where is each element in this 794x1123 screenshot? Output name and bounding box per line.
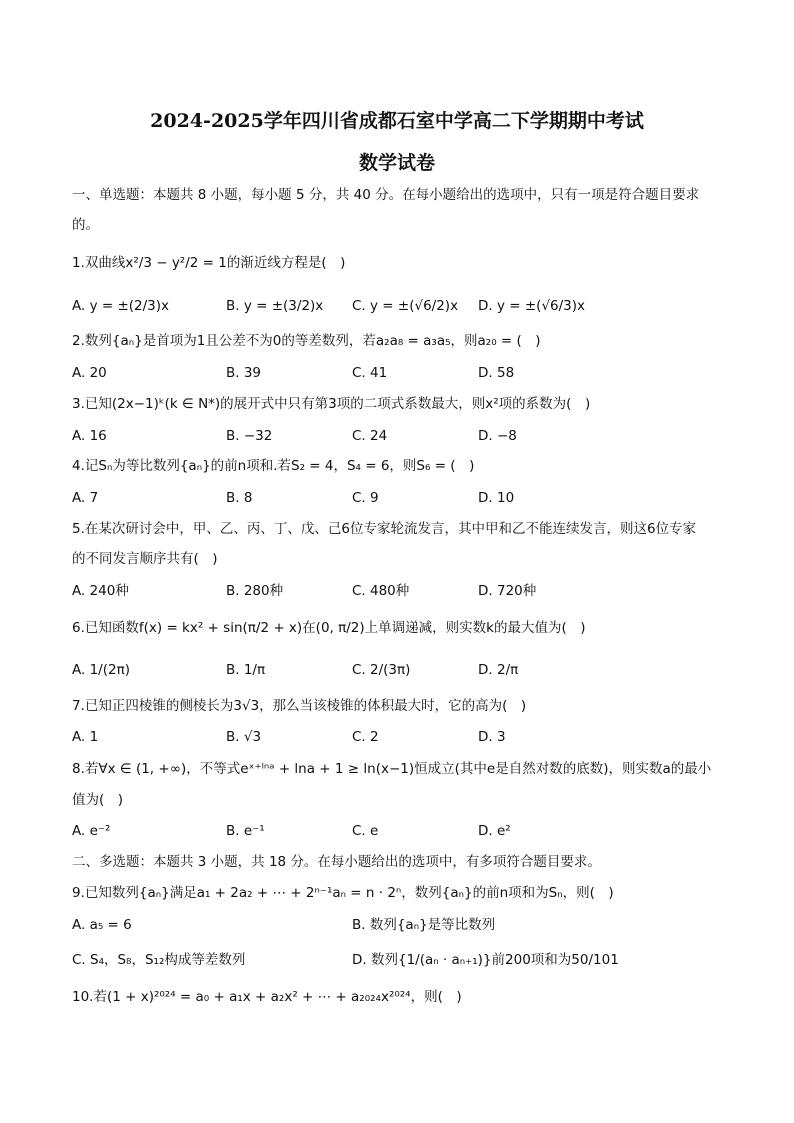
question-3-stem: 3.已知(2x−1)ᵏ(k ∈ N*)的展开式中只有第3项的二项式系数最大，则x²项的系数为( ) <box>72 396 591 412</box>
q6-option-a: A. 1/(2π) <box>72 662 130 678</box>
section1-heading: 一、单选题：本题共 8 小题，每小题 5 分，共 40 分。在每小题给出的选项中，只有一项是符合题目要求 <box>72 187 700 203</box>
q9-option-d: D. 数列{1/(aₙ · aₙ₊₁)}前200项和为50/101 <box>352 952 619 968</box>
question-9-stem: 9.已知数列{aₙ}满足a₁ + 2a₂ + ⋯ + 2ⁿ⁻¹aₙ = n · 2ⁿ，数列{aₙ}的前n项和为Sₙ，则( ) <box>72 885 614 901</box>
q1-option-c: C. y = ±(√6/2)x <box>352 298 459 314</box>
q5-option-d: D. 720种 <box>478 583 537 599</box>
q3-option-c: C. 24 <box>352 428 388 444</box>
q2-option-c: C. 41 <box>352 365 388 381</box>
q9-option-c: C. S₄，S₈，S₁₂构成等差数列 <box>72 952 246 968</box>
question-6-stem: 6.已知函数f(x) = kx² + sin(π/2 + x)在(0, π/2)上单调递减，则实数k的最大值为( ) <box>72 620 586 636</box>
q6-option-c: C. 2/(3π) <box>352 662 411 678</box>
question-1-stem: 1.双曲线x²/3 − y²/2 = 1的渐近线方程是( ) <box>72 255 346 271</box>
q7-option-d: D. 3 <box>478 729 506 745</box>
section1-heading-cont: 的。 <box>72 217 99 233</box>
q4-option-c: C. 9 <box>352 490 379 506</box>
question-4-stem: 4.记Sₙ为等比数列{aₙ}的前n项和.若S₂ = 4，S₄ = 6，则S₆ = ( ) <box>72 458 475 474</box>
q8-option-c: C. e <box>352 823 379 839</box>
q6-option-b: B. 1/π <box>226 662 266 678</box>
q3-option-a: A. 16 <box>72 428 107 444</box>
exam-subtitle: 数学试卷 <box>358 152 435 174</box>
q4-option-d: D. 10 <box>478 490 515 506</box>
q1-option-a: A. y = ±(2/3)x <box>72 298 170 314</box>
question-2-stem: 2.数列{aₙ}是首项为1且公差不为0的等差数列，若a₂a₈ = a₃a₅，则a₂₀ = ( ) <box>72 333 541 349</box>
q2-option-b: B. 39 <box>226 365 262 381</box>
q4-option-a: A. 7 <box>72 490 99 506</box>
q8-option-d: D. e² <box>478 823 511 839</box>
q3-option-d: D. −8 <box>478 428 517 444</box>
q9-option-b: B. 数列{aₙ}是等比数列 <box>352 917 496 933</box>
q5-option-b: B. 280种 <box>226 583 284 599</box>
question-8-stem: 8.若∀x ∈ (1, +∞)，不等式eˣ⁺ˡⁿᵃ + lna + 1 ≥ ln(x−1)恒成立(其中e是自然对数的底数)，则实数a的最小 <box>72 761 712 777</box>
section2-heading: 二、多选题：本题共 3 小题，共 18 分。在每小题给出的选项中，有多项符合题目要求。 <box>72 854 601 870</box>
q4-option-b: B. 8 <box>226 490 253 506</box>
question-8-stem-cont: 值为( ) <box>72 792 124 808</box>
q2-option-d: D. 58 <box>478 365 515 381</box>
q2-option-a: A. 20 <box>72 365 107 381</box>
question-10-stem: 10.若(1 + x)²⁰²⁴ = a₀ + a₁x + a₂x² + ⋯ + a₂₀₂₄x²⁰²⁴，则( ) <box>72 989 462 1005</box>
q8-option-b: B. e⁻¹ <box>226 823 265 839</box>
q5-option-a: A. 240种 <box>72 583 129 599</box>
q1-option-d: D. y = ±(√6/3)x <box>478 298 586 314</box>
q7-option-c: C. 2 <box>352 729 379 745</box>
q6-option-d: D. 2/π <box>478 662 519 678</box>
q3-option-b: B. −32 <box>226 428 273 444</box>
question-5-stem: 5.在某次研讨会中，甲、乙、丙、丁、戊、己6位专家轮流发言，其中甲和乙不能连续发言，则这6位专家 <box>72 521 697 537</box>
exam-title: 2024-2025学年四川省成都石室中学高二下学期期中考试 <box>150 110 644 132</box>
q7-option-a: A. 1 <box>72 729 99 745</box>
question-7-stem: 7.已知正四棱锥的侧棱长为3√3，那么当该棱锥的体积最大时，它的高为( ) <box>72 698 527 714</box>
q9-option-a: A. a₅ = 6 <box>72 917 132 933</box>
q7-option-b: B. √3 <box>226 729 262 745</box>
question-5-stem-cont: 的不同发言顺序共有( ) <box>72 551 218 567</box>
q1-option-b: B. y = ±(3/2)x <box>226 298 324 314</box>
q5-option-c: C. 480种 <box>352 583 410 599</box>
q8-option-a: A. e⁻² <box>72 823 111 839</box>
